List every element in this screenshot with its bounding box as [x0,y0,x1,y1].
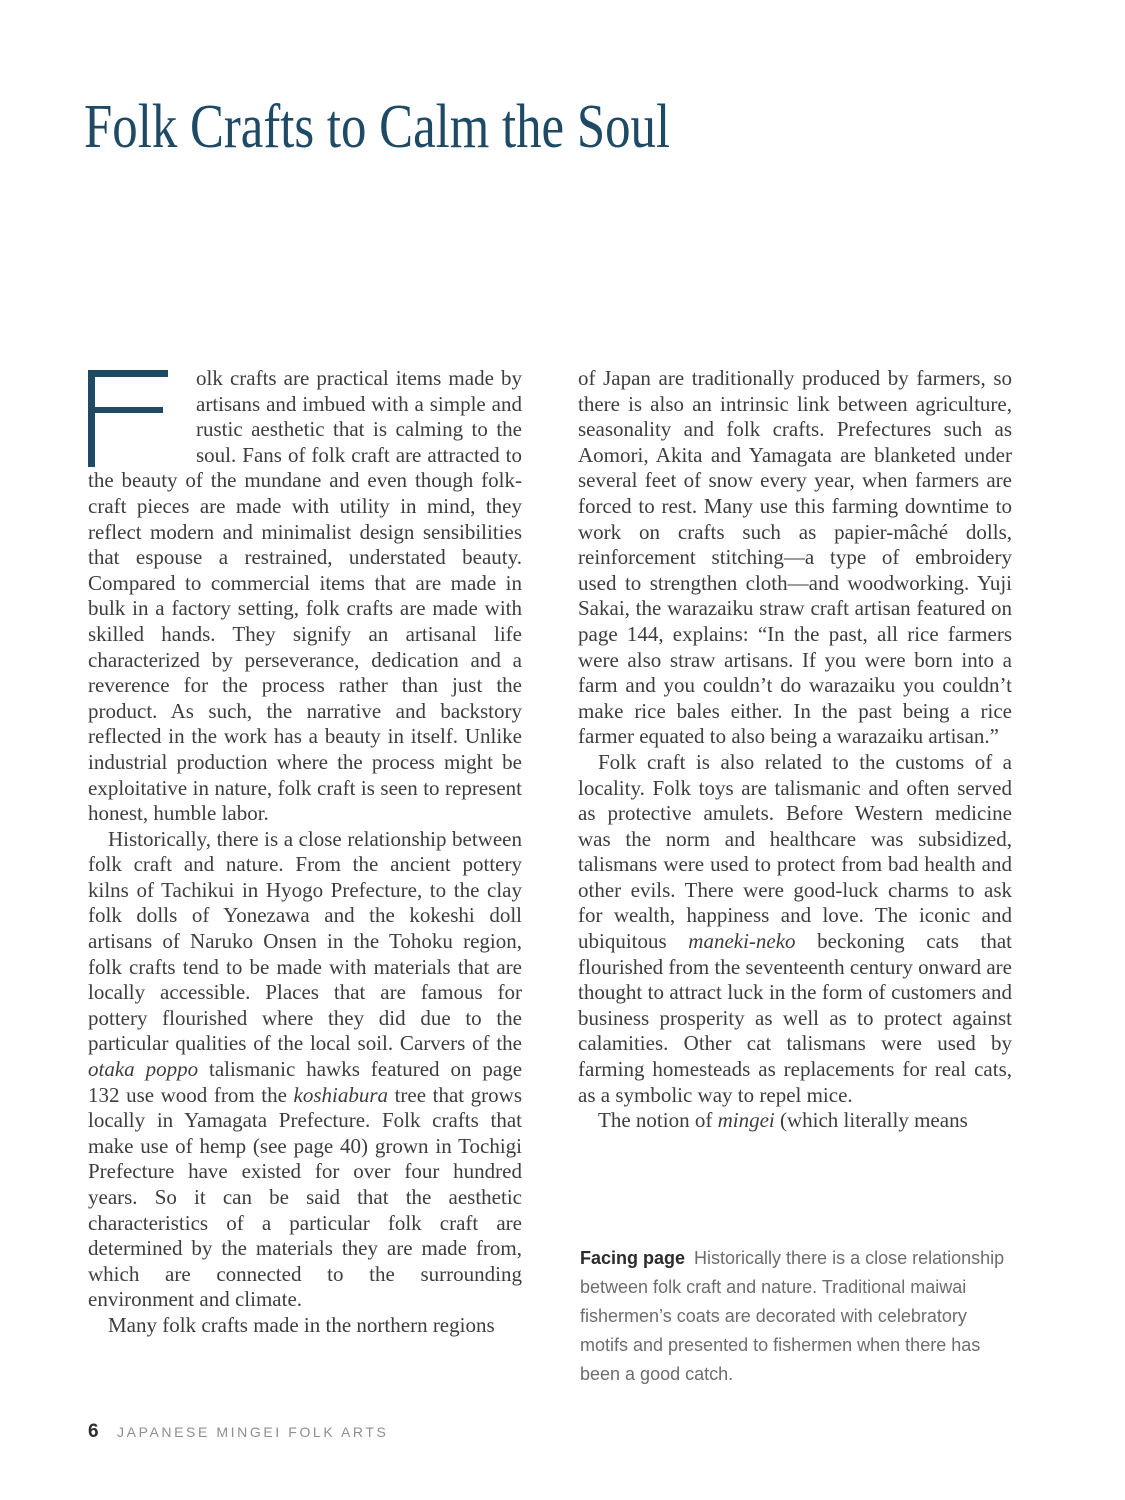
paragraph [88,366,522,827]
paragraph [578,1108,1012,1134]
body-text: Many folk crafts made in the northern regions [108,1312,495,1337]
paragraph [88,1313,522,1339]
body-text: Historically, there is a close relationship between folk craft and nature. From the ancient pottery kilns of Tachikui in Hyogo Prefecture, to the clay folk dolls of Yonezawa and the kokeshi doll artisans of Naruko Onsen in the Tohoku region, folk crafts tend to be made with materials that are locally accessible. Places that are famous for pottery flourished where they did due to the particular qualities of the local soil. Carvers of the [88,826,522,1056]
italic-term: maneki-neko [688,929,796,954]
caption-text: Historically there is a close relationship between folk craft and nature. Traditional maiwai fishermen’s coats are decorated with celebratory motifs and presented to fishermen when there has been a good catch. [580,1248,1005,1384]
text-column-2 [578,366,1012,1339]
photo-caption [580,1244,1014,1389]
body-text: The notion of [598,1108,718,1133]
running-footer-title: JAPANESE MINGEI FOLK ARTS [117,1424,389,1440]
italic-term: koshiabura [293,1082,388,1107]
body-text: talismanic hawks featured on page 132 use wood from the [88,1057,523,1107]
italic-term: mingei [717,1108,775,1133]
text-column-1 [88,366,522,1339]
paragraph [88,827,522,1313]
body-text: beckoning cats that flourished from the seventeenth century onward are thought to attract luck in the form of customers and business prosperity as well as to protect against calamities. Other cat talismans were used by farming homesteads as replacements for real cats, as a symbolic way to repel mice. [578,929,1012,1107]
body-text: Folk craft is also related to the customs of a locality. Folk toys are talismanic and often served as protective amulets. Before Western medicine was the norm and healthcare was subsidized, talismans were used to protect from bad health and other evils. There were good-luck charms to ask for wealth, happiness and love. The iconic and ubiquitous [578,749,1012,954]
paragraph [578,366,1012,750]
body-text: tree that grows locally in Yamagata Prefecture. Folk crafts that make use of hemp (see page 40) grown in Tochigi Prefecture have existed for over four hundred years. So it can be said that the aesthetic characteristics of a particular folk craft are determined by the materials they are made from, which are connected to the surrounding environment and climate. [88,1082,523,1312]
drop-cap-letter-F [88,366,196,468]
page-number: 6 [88,1421,99,1442]
page-footer [88,1421,388,1443]
chapter-title: Folk Crafts to Calm the Soul [84,93,671,161]
caption-label: Facing page [580,1248,686,1268]
italic-term: otaka poppo [88,1057,199,1082]
paragraph [578,750,1012,1108]
body-columns [88,366,1012,1339]
body-text: (which literally means [774,1108,968,1133]
body-text: olk crafts are practical items made by artisans and imbued with a simple and rustic aesthetic that is calming to the soul. Fans of folk craft are attracted to the beauty of the mundane and even though folk-craft pieces are made with utility in mind, they reflect modern and minimalist design sensibilities that espouse a restrained, understated beauty. Compared to commercial items that are made in bulk in a factory setting, folk crafts are made with skilled hands. They signify an artisanal life characterized by perseverance, dedication and a reverence for the process rather than just the product. As such, the narrative and backstory reflected in the work has a beauty in itself. Unlike industrial production where the process might be exploitative in nature, folk craft is seen to represent honest, humble labor. [88,366,522,826]
body-text: of Japan are traditionally produced by farmers, so there is also an intrinsic link between agriculture, seasonality and folk crafts. Prefectures such as Aomori, Akita and Yamagata are blanketed under several feet of snow every year, when farmers are forced to rest. Many use this farming downtime to work on crafts such as papier-mâché dolls, reinforcement stitching—a type of embroidery used to strengthen cloth—and woodworking. Yuji Sakai, the warazaiku straw craft artisan featured on page 144, explains: “In the past, all rice farmers were also straw artisans. If you were born into a farm and you couldn’t do warazaiku you couldn’t make rice bales either. In the past being a rice farmer equated to also being a warazaiku artisan.” [578,366,1012,749]
